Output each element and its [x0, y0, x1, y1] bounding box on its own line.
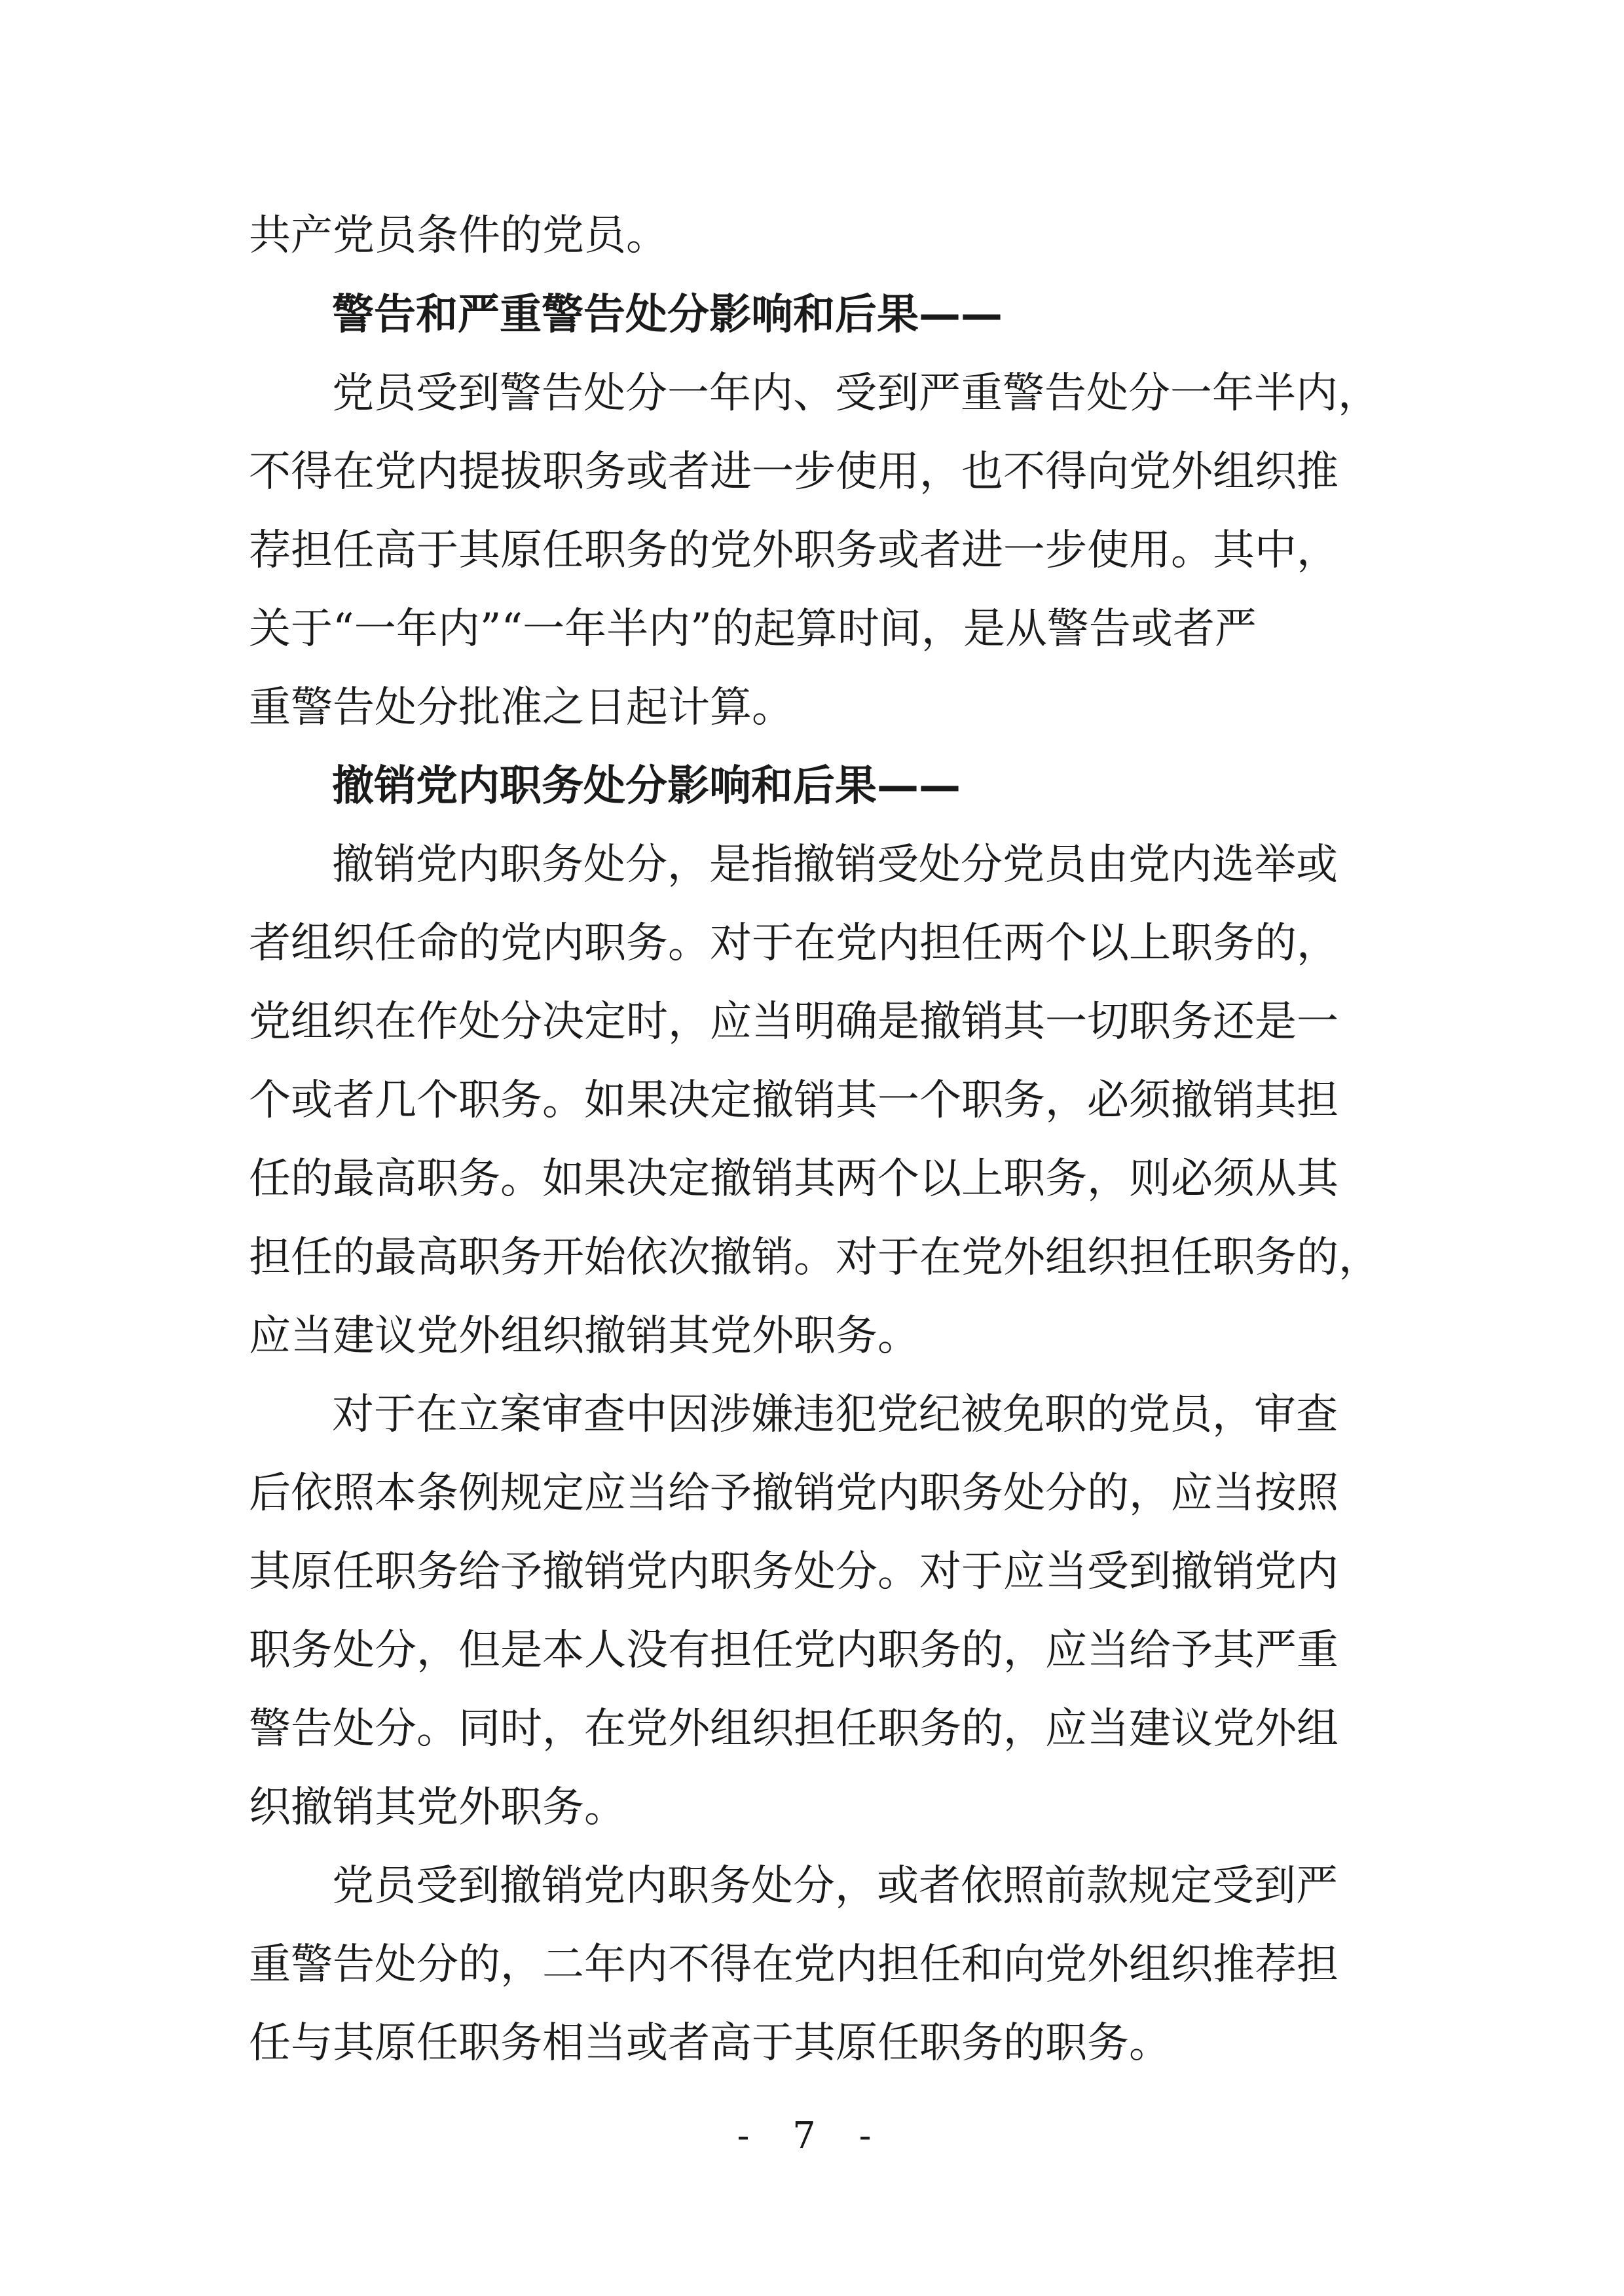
- page-number: - 7 -: [737, 2115, 887, 2157]
- paragraph-line: 担任的最高职务开始依次撤销。对于在党外组织担任职务的，: [249, 1233, 1380, 1282]
- paragraph-line: 后依照本条例规定应当给予撤销党内职务处分的，应当按照: [249, 1469, 1338, 1518]
- paragraph-line: 对于在立案审查中因涉嫌违犯党纪被免职的党员，审查: [332, 1391, 1338, 1439]
- paragraph-line: 党组织在作处分决定时，应当明确是撤销其一切职务还是一: [249, 998, 1338, 1046]
- paragraph-line: 职务处分，但是本人没有担任党内职务的，应当给予其严重: [249, 1626, 1338, 1675]
- paragraph-line: 其原任职务给予撤销党内职务处分。对于应当受到撤销党内: [249, 1548, 1338, 1596]
- paragraph-line: 撤销党内职务处分，是指撤销受处分党员由党内选举或: [332, 841, 1338, 889]
- section-heading-revocation: 撤销党内职务处分影响和后果——: [332, 762, 961, 811]
- paragraph-line: 重警告处分批准之日起计算。: [249, 683, 794, 732]
- paragraph-line: 个或者几个职务。如果决定撤销其一个职务，必须撤销其担: [249, 1076, 1338, 1125]
- paragraph-line: 警告处分。同时，在党外组织担任职务的，应当建议党外组: [249, 1705, 1338, 1753]
- paragraph-line: 荐担任高于其原任职务的党外职务或者进一步使用。其中，: [249, 526, 1338, 575]
- paragraph-line: 关于“一年内”“一年半内”的起算时间，是从警告或者严: [249, 605, 1257, 653]
- paragraph-line: 不得在党内提拔职务或者进一步使用，也不得向党外组织推: [249, 448, 1338, 496]
- paragraph-line: 任与其原任职务相当或者高于其原任职务的职务。: [249, 2019, 1171, 2068]
- paragraph-line: 织撤销其党外职务。: [249, 1783, 626, 1832]
- paragraph-line: 者组织任命的党内职务。对于在党内担任两个以上职务的，: [249, 919, 1338, 968]
- section-heading-warning: 警告和严重警告处分影响和后果——: [332, 291, 1003, 339]
- paragraph-line: 党员受到警告处分一年内、受到严重警告处分一年半内，: [332, 369, 1380, 418]
- paragraph-line: 应当建议党外组织撤销其党外职务。: [249, 1312, 919, 1360]
- paragraph-line: 任的最高职务。如果决定撤销其两个以上职务，则必须从其: [249, 1155, 1338, 1203]
- paragraph-line: 党员受到撤销党内职务处分，或者依照前款规定受到严: [332, 1862, 1338, 1910]
- paragraph-line: 重警告处分的，二年内不得在党内担任和向党外组织推荐担: [249, 1941, 1338, 1989]
- paragraph-line: 共产党员条件的党员。: [249, 211, 668, 260]
